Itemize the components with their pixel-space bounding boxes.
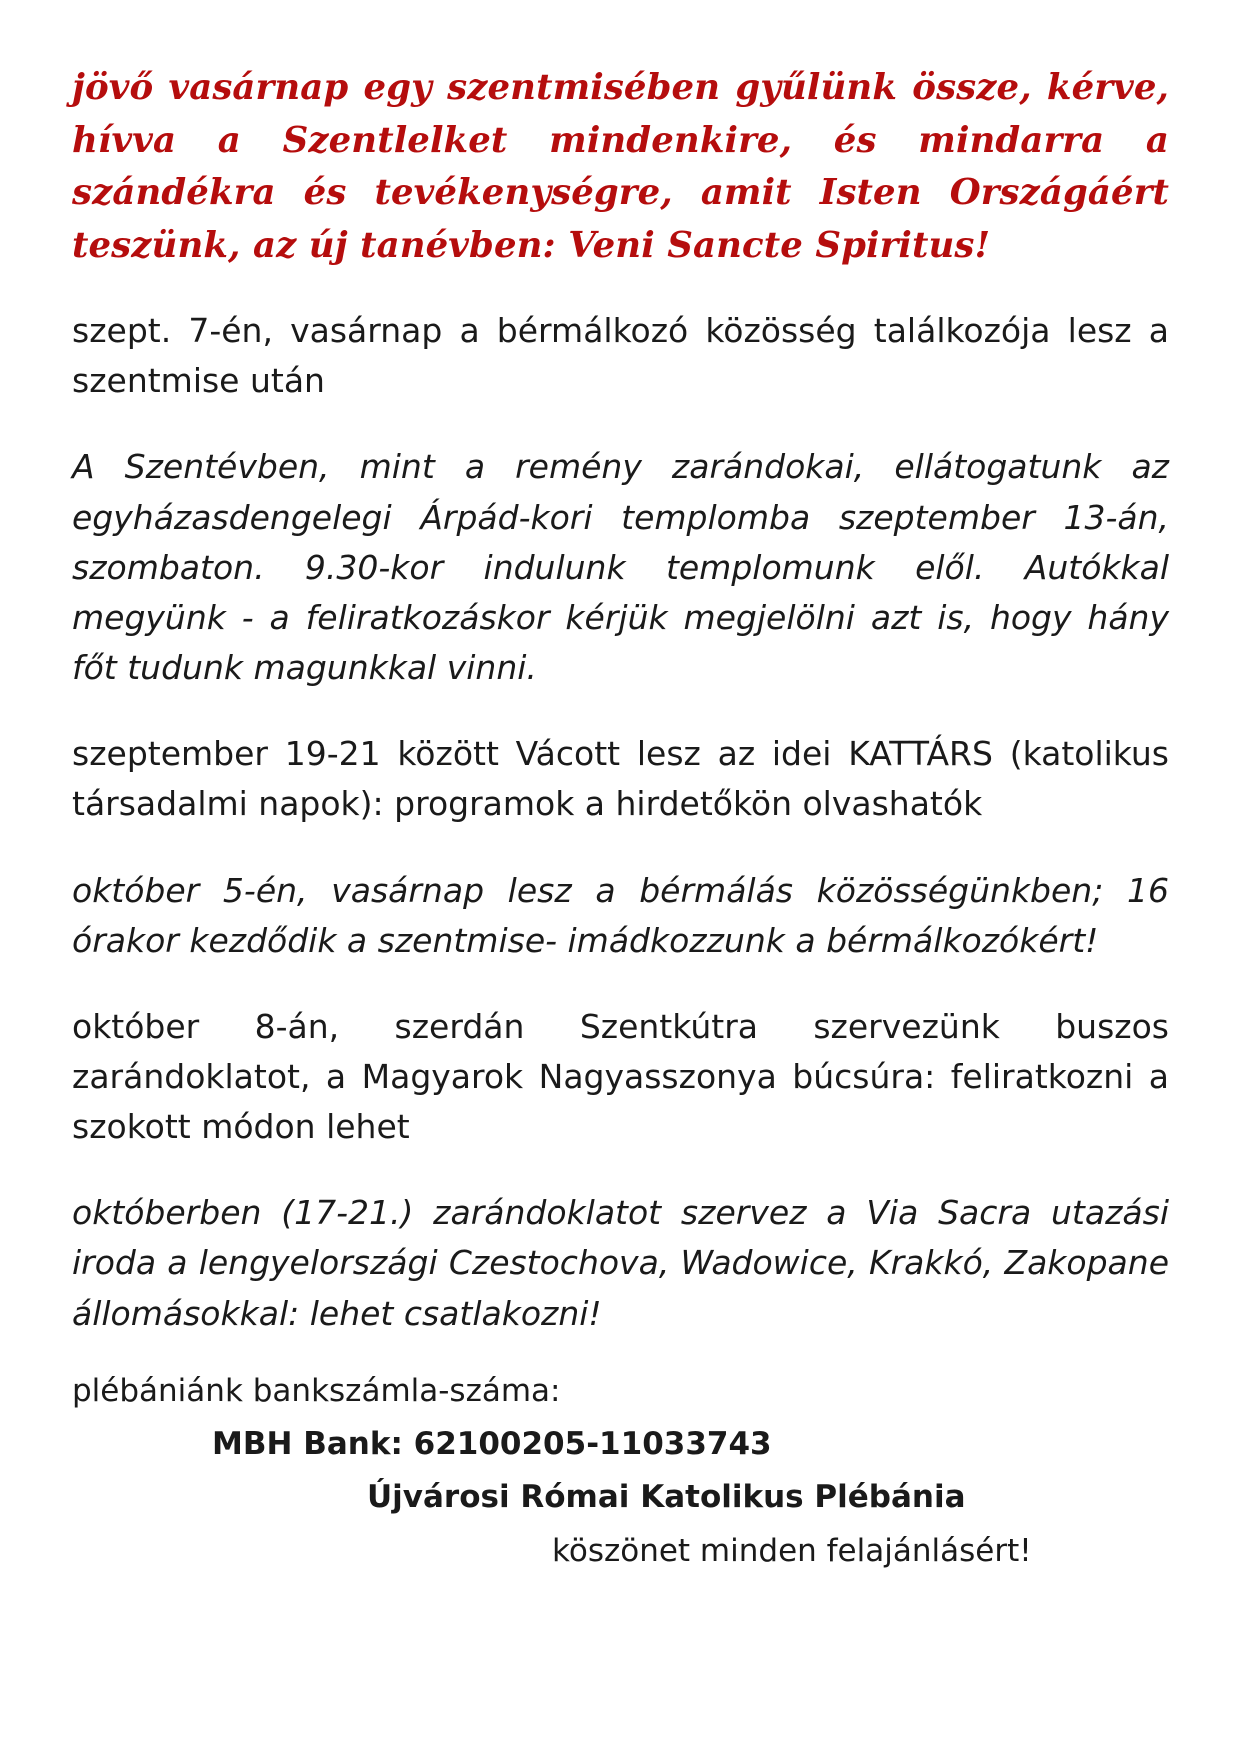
paragraph-kattars: szeptember 19-21 között Vácott lesz az idei KATTÁRS (katolikus társadalmi napok): programok a hirdetőkön olvashatók bbox=[72, 734, 1169, 824]
bank-account-number: MBH Bank: 62100205-11033743 bbox=[212, 1426, 772, 1463]
thanks-text: köszönet minden felajánlásért! bbox=[552, 1532, 1032, 1569]
paragraph-bermalkozo-talalkozo: szept. 7-én, vasárnap a bérmálkozó közösség találkozója lesz a szentmise után bbox=[72, 311, 1169, 401]
paragraph-szentevi-zarandoklat: A Szentévben, mint a remény zarándokai, ellátogatunk az egyházasdengelegi Árpád-kori templomba szeptember 13-án, szombaton. 9.30-kor indulunk templomunk elől. Autókkal megyünk - a feliratkozáskor kérjük megjelölni azt is, hogy hány főt tudunk magunkkal vinni. bbox=[72, 447, 1169, 688]
paragraph-szentkut-zarandoklat: október 8-án, szerdán Szentkútra szervezünk buszos zarándoklatot, a Magyarok Nagyasszonya búcsúra: feliratkozni a szokott módon lehet bbox=[72, 1006, 1169, 1147]
bank-intro-text: plébániánk bankszámla-száma: bbox=[72, 1372, 561, 1409]
paragraph-bermalas: október 5-én, vasárnap lesz a bérmálás közösségünkben; 16 órakor kezdődik a szentmise- imádkozzunk a bérmálkozókért! bbox=[72, 870, 1169, 960]
paragraph-via-sacra-zarandoklat: októberben (17-21.) zarándoklatot szervez a Via Sacra utazási iroda a lengyelországi Czestochova, Wadowice, Krakkó, Zakopane állomásokkal: lehet csatlakozni! bbox=[72, 1193, 1169, 1333]
footer-bank-details bbox=[72, 1369, 1169, 1574]
lead-paragraph-red: jövő vasárnap egy szentmisében gyűlünk össze, kérve, hívva a Szentlelket mindenkire, és mindarra a szándékra és tevékenységre, amit Isten Országáért teszünk, az új tanévben: Veni Sancte Spiritus! bbox=[72, 67, 1169, 266]
parish-name: Újvárosi Római Katolikus Plébánia bbox=[367, 1479, 966, 1516]
